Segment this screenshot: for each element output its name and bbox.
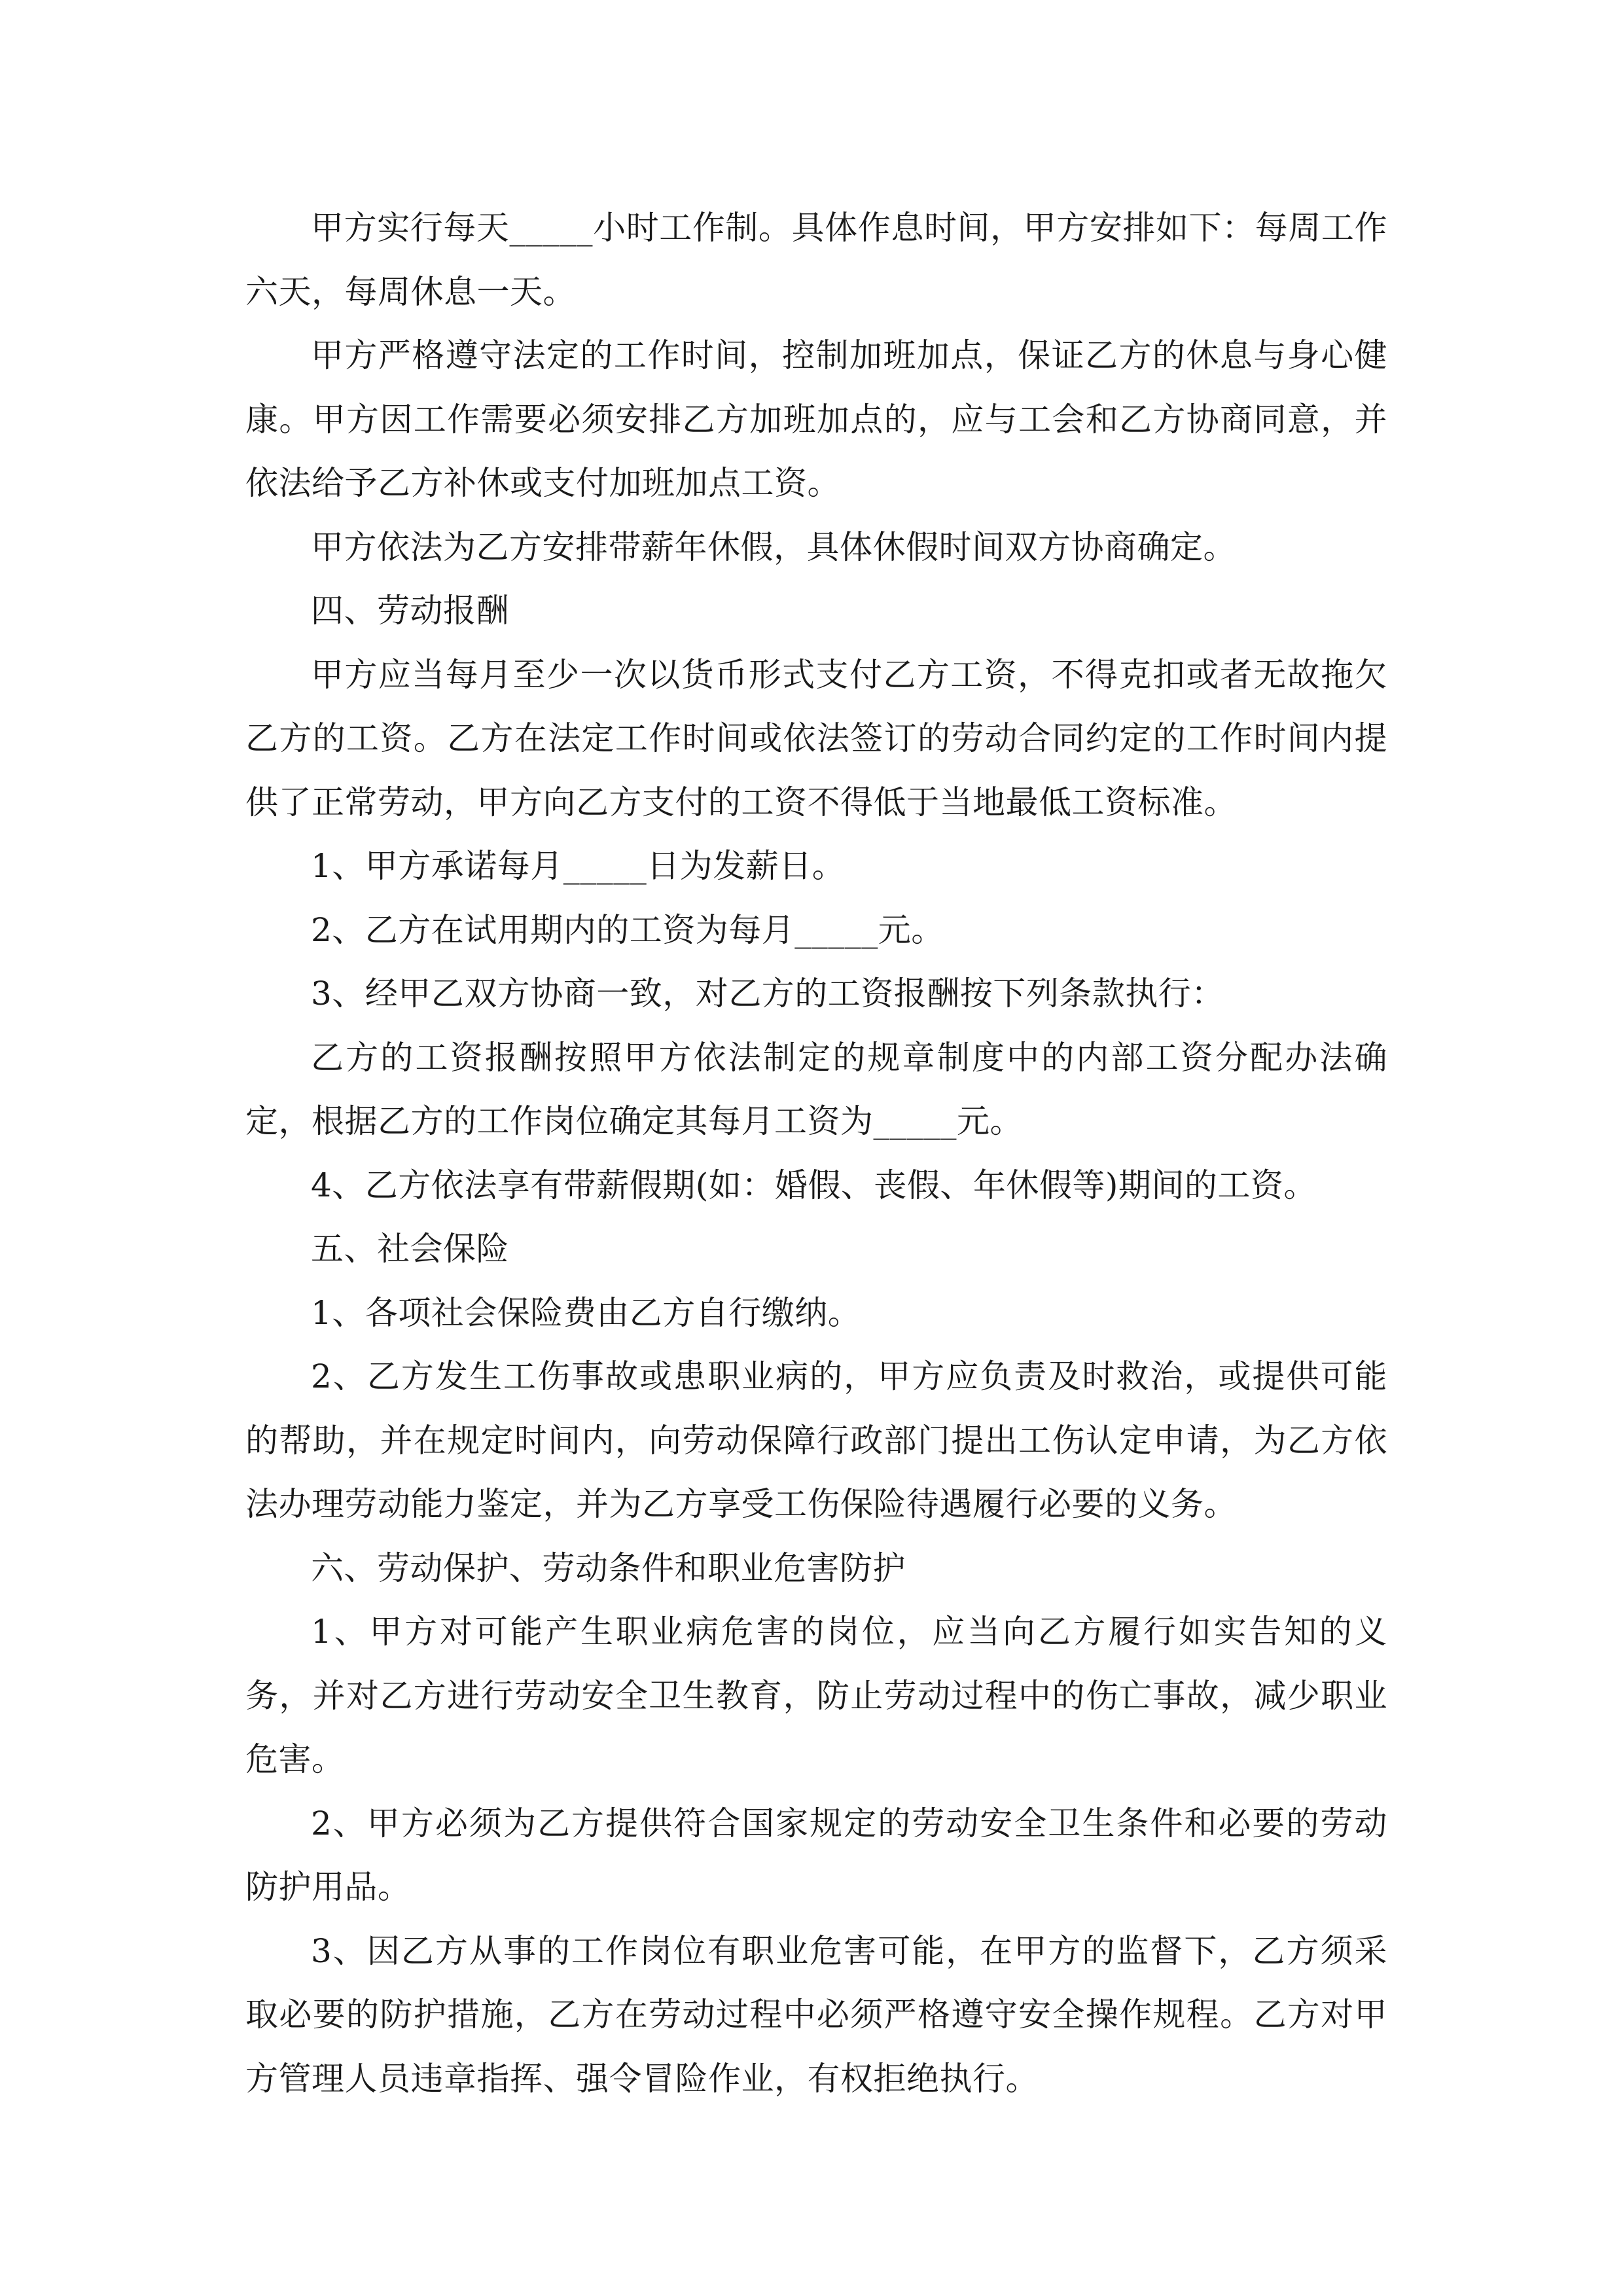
clause-safety-conditions: 2、甲方必须为乙方提供符合国家规定的劳动安全卫生条件和必要的劳动防护用品。	[245, 1804, 1387, 1906]
clause-protective-measures: 3、因乙方从事的工作岗位有职业危害可能，在甲方的监督下，乙方须采取必要的防护措施，乙方在劳动过程中必须严格遵守安全操作规程。乙方对甲方管理人员违章指挥、强令冒险作业，有权拒绝执行。	[245, 1931, 1387, 2098]
paragraph-monthly-wage: 乙方的工资报酬按照甲方依法制定的规章制度中的内部工资分配办法确定，根据乙方的工作岗位确定其每月工资为_____元。	[245, 1038, 1387, 1140]
clause-payday: 1、甲方承诺每月_____日为发薪日。	[311, 847, 846, 885]
section-heading-labor-protection: 六、劳动保护、劳动条件和职业危害防护	[311, 1549, 906, 1587]
paragraph-annual-leave: 甲方依法为乙方安排带薪年休假，具体休假时间双方协商确定。	[311, 528, 1236, 566]
section-heading-remuneration: 四、劳动报酬	[311, 592, 509, 630]
section-heading-social-insurance: 五、社会保险	[311, 1230, 509, 1268]
clause-wage-agreement: 3、经甲乙双方协商一致，对乙方的工资报酬按下列条款执行：	[311, 975, 1224, 1013]
clause-paid-leave: 4、乙方依法享有带薪假期(如：婚假、丧假、年休假等)期间的工资。	[311, 1166, 1317, 1204]
paragraph-working-hours: 甲方实行每天_____小时工作制。具体作息时间，甲方安排如下：每周工作六天，每周休息一天。	[245, 209, 1387, 311]
paragraph-wage-payment: 甲方应当每月至少一次以货币形式支付乙方工资，不得克扣或者无故拖欠乙方的工资。乙方在法定工作时间或依法签订的劳动合同约定的工作时间内提供了正常劳动，甲方向乙方支付的工资不得低于当地最低工资标准。	[245, 655, 1387, 821]
clause-insurance-fees: 1、各项社会保险费由乙方自行缴纳。	[311, 1293, 861, 1332]
clause-probation-wage: 2、乙方在试用期内的工资为每月_____元。	[311, 910, 944, 949]
paragraph-overtime: 甲方严格遵守法定的工作时间，控制加班加点，保证乙方的休息与身心健康。甲方因工作需要必须安排乙方加班加点的，应与工会和乙方协商同意，并依法给予乙方补休或支付加班加点工资。	[245, 336, 1387, 502]
clause-work-injury: 2、乙方发生工伤事故或患职业病的，甲方应负责及时救治，或提供可能的帮助，并在规定时间内，向劳动保障行政部门提出工伤认定申请，为乙方依法办理劳动能力鉴定，并为乙方享受工伤保险待遇履行必要的义务。	[245, 1357, 1387, 1523]
clause-hazard-notice: 1、甲方对可能产生职业病危害的岗位，应当向乙方履行如实告知的义务，并对乙方进行劳动安全卫生教育，防止劳动过程中的伤亡事故，减少职业危害。	[245, 1613, 1387, 1778]
document-body	[245, 196, 1387, 2111]
